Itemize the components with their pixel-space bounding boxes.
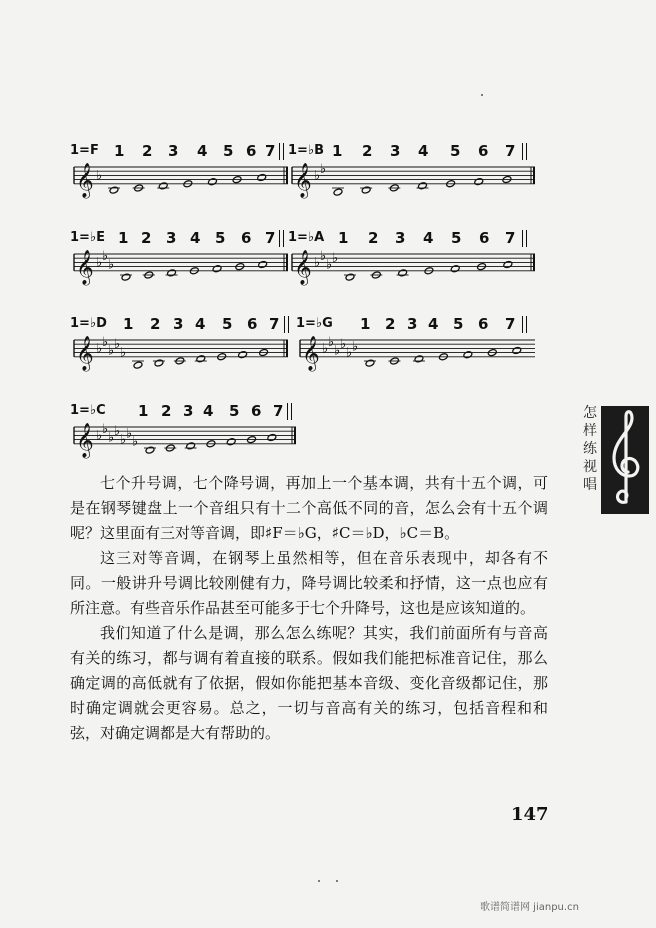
scale-degree: 4 [423, 229, 434, 247]
scale-degree: 4 [197, 142, 208, 160]
paragraph: 七个升号调，七个降号调，再加上一个基本调，共有十五个调，可是在钢琴键盘上一个音组只有十二个高低不同的音，怎么会有十五个调呢？这里面有三对等音调，即♯F＝♭G，♯C＝♭D，♭C＝B。 [70, 474, 548, 542]
key-label: 1=♭C [70, 403, 106, 418]
whole-note [212, 265, 222, 273]
flat-sign-icon: ♭ [96, 255, 103, 271]
whole-note [186, 442, 196, 450]
scale-degree: 7 [265, 229, 276, 247]
double-barline [522, 316, 527, 333]
flat-sign-icon: ♭ [108, 343, 115, 359]
staff-left [74, 249, 288, 286]
scale-degree: 6 [478, 142, 489, 160]
whole-note [512, 346, 522, 354]
double-barline [279, 143, 284, 160]
double-barline [284, 316, 289, 333]
scale-degree: 4 [203, 402, 214, 420]
flat-sign-icon: ♭ [332, 251, 339, 267]
scale-degree: 3 [390, 142, 401, 160]
scale-degree: 5 [223, 142, 234, 160]
scale-degree: 4 [428, 315, 439, 333]
whole-note [414, 355, 424, 363]
scale-degree: 1 [338, 229, 349, 247]
tab-char: 视 [583, 459, 597, 475]
treble-clef-icon: 𝄞 [294, 162, 312, 198]
whole-note [196, 355, 206, 363]
scale-degree: 1 [360, 315, 371, 333]
treble-clef-icon: 𝄞 [76, 249, 94, 285]
tab-char: 练 [583, 441, 597, 457]
tab-char: 样 [583, 423, 597, 439]
scale-row [70, 230, 535, 310]
key-label: 1=♭G [296, 316, 333, 331]
scale-degree: 4 [195, 315, 206, 333]
scale-degree: 5 [222, 315, 233, 333]
scale-degree: 2 [362, 142, 373, 160]
scale-degree: 1 [332, 142, 343, 160]
flat-sign-icon: ♭ [346, 345, 353, 361]
staff-right [292, 162, 535, 199]
whole-note [450, 265, 460, 273]
whole-note [208, 178, 218, 186]
music-staff [70, 334, 535, 394]
flat-sign-icon: ♭ [326, 257, 333, 273]
flat-sign-icon: ♭ [320, 162, 327, 178]
music-staff [70, 161, 535, 221]
scale-degree: 3 [183, 402, 194, 420]
whole-note [109, 186, 119, 194]
whole-note [463, 351, 473, 359]
tab-char: 怎 [583, 405, 597, 421]
flat-sign-icon: ♭ [120, 432, 127, 448]
scale-degree: 5 [451, 229, 462, 247]
scale-degree: 3 [395, 229, 406, 247]
key-label: 1=♭B [288, 143, 324, 158]
speck [481, 94, 483, 96]
scale-degree: 7 [265, 142, 276, 160]
key-label: 1=♭E [70, 230, 105, 245]
chapter-tab [580, 404, 650, 516]
flat-sign-icon: ♭ [114, 424, 121, 440]
scale-degree: 7 [269, 315, 280, 333]
scale-degree: 2 [385, 315, 396, 333]
whole-note [267, 433, 277, 441]
whole-note [361, 186, 371, 194]
whole-note [121, 273, 131, 281]
scale-degree: 1 [118, 229, 129, 247]
scale-degree: 2 [150, 315, 161, 333]
flat-sign-icon: ♭ [132, 434, 139, 450]
double-barline [279, 230, 284, 247]
scale-degree: 6 [241, 229, 252, 247]
scale-degree: 1 [138, 402, 149, 420]
scale-degree: 2 [161, 402, 172, 420]
scale-degree: 6 [251, 402, 262, 420]
body-text [70, 471, 548, 746]
treble-clef-icon: 𝄞 [302, 335, 320, 371]
flat-sign-icon: ♭ [108, 257, 115, 273]
whole-note [474, 178, 484, 186]
chapter-tab-title [580, 404, 600, 494]
flat-sign-icon: ♭ [114, 337, 121, 353]
flat-sign-icon: ♭ [314, 255, 321, 271]
paragraph: 这三对等音调，在钢琴上虽然相等，但在音乐表现中，却各有不同。一般讲升号调比较刚健有力，降号调比较柔和抒情，这一点也应有所注意。有些音乐作品甚至可能多于七个升降号，这也是应该知道的。 [70, 549, 548, 617]
whole-note [133, 361, 143, 369]
whole-note [365, 359, 375, 367]
scale-row [70, 316, 535, 396]
treble-clef-icon: 𝄞 [76, 422, 94, 458]
flat-sign-icon: ♭ [314, 168, 321, 184]
scale-degree: 4 [418, 142, 429, 160]
scale-degree: 2 [368, 229, 379, 247]
flat-sign-icon: ♭ [96, 428, 103, 444]
flat-sign-icon: ♭ [126, 426, 133, 442]
scale-degree: 7 [505, 315, 516, 333]
scale-degree: 2 [142, 142, 153, 160]
tab-char: 唱 [583, 477, 597, 493]
whole-note [345, 273, 355, 281]
flat-sign-icon: ♭ [96, 341, 103, 357]
speck [318, 880, 320, 882]
flat-sign-icon: ♭ [102, 249, 109, 265]
scale-degree: 7 [273, 402, 284, 420]
scale-degree: 5 [453, 315, 464, 333]
scale-degree: 5 [215, 229, 226, 247]
key-label: 1=F [70, 143, 99, 158]
whole-note [257, 173, 267, 181]
whole-note [258, 260, 268, 268]
whole-note [158, 182, 168, 190]
scale-row [70, 143, 535, 223]
treble-clef-icon: 𝄞 [76, 335, 94, 371]
flat-sign-icon: ♭ [120, 345, 127, 361]
flat-sign-icon: ♭ [328, 335, 335, 351]
scale-degree: 7 [505, 142, 516, 160]
treble-clef-icon: 𝄞 [76, 162, 94, 198]
scale-degree: 6 [479, 229, 490, 247]
flat-sign-icon: ♭ [352, 339, 359, 355]
watermark: 歌谱简谱网 jianpu.cn [480, 902, 579, 913]
treble-clef-icon [601, 406, 649, 514]
scale-degree: 1 [114, 142, 125, 160]
whole-note [503, 260, 513, 268]
whole-note [238, 351, 248, 359]
scale-degree: 2 [141, 229, 152, 247]
flat-sign-icon: ♭ [322, 341, 329, 357]
key-label: 1=♭D [70, 316, 107, 331]
flat-sign-icon: ♭ [320, 249, 327, 265]
scale-degree: 3 [166, 229, 177, 247]
staff-left [74, 163, 288, 199]
staff-right [292, 249, 535, 286]
whole-note [145, 446, 155, 454]
speck [336, 880, 338, 882]
key-label: 1=♭A [288, 230, 325, 245]
staff-left [74, 335, 288, 372]
treble-clef-icon: 𝄞 [294, 249, 312, 285]
flat-sign-icon: ♭ [102, 422, 109, 438]
scale-degree: 6 [246, 142, 257, 160]
scale-degree: 6 [478, 315, 489, 333]
scale-degree: 7 [505, 229, 516, 247]
flat-sign-icon: ♭ [108, 430, 115, 446]
staff-left [74, 422, 296, 459]
double-barline [287, 403, 292, 420]
flat-sign-icon: ♭ [340, 337, 347, 353]
whole-note [398, 269, 408, 277]
treble-clef-block [601, 406, 649, 514]
double-barline [522, 230, 527, 247]
scale-degree: 4 [190, 229, 201, 247]
scale-degree: 3 [168, 142, 179, 160]
flat-sign-icon: ♭ [102, 335, 109, 351]
music-staff [70, 248, 535, 308]
scale-degree: 3 [173, 315, 184, 333]
scale-degree: 5 [229, 402, 240, 420]
flat-sign-icon: ♭ [96, 168, 103, 184]
scale-degree: 1 [123, 315, 134, 333]
whole-note [333, 188, 343, 196]
scale-degree: 5 [450, 142, 461, 160]
paragraph: 我们知道了什么是调，那么怎么练呢？其实，我们前面所有与音高有关的练习，都与调有着直接的联系。假如我们能把标准音记住，那么确定调的高低就有了依据，假如你能把基本音级、变化音级都记住，那时确定调就会更容易。总之，一切与音高有关的练习，包括音程和和弦，对确定调都是大有帮助的。 [70, 624, 548, 742]
scale-degree: 6 [247, 315, 258, 333]
whole-note [154, 359, 164, 367]
flat-sign-icon: ♭ [334, 343, 341, 359]
staff-right [300, 335, 535, 372]
page-number: 147 [511, 804, 549, 825]
whole-note [226, 438, 236, 446]
scale-degree: 3 [407, 315, 418, 333]
whole-note [418, 182, 428, 190]
double-barline [522, 143, 527, 160]
whole-note [167, 269, 177, 277]
